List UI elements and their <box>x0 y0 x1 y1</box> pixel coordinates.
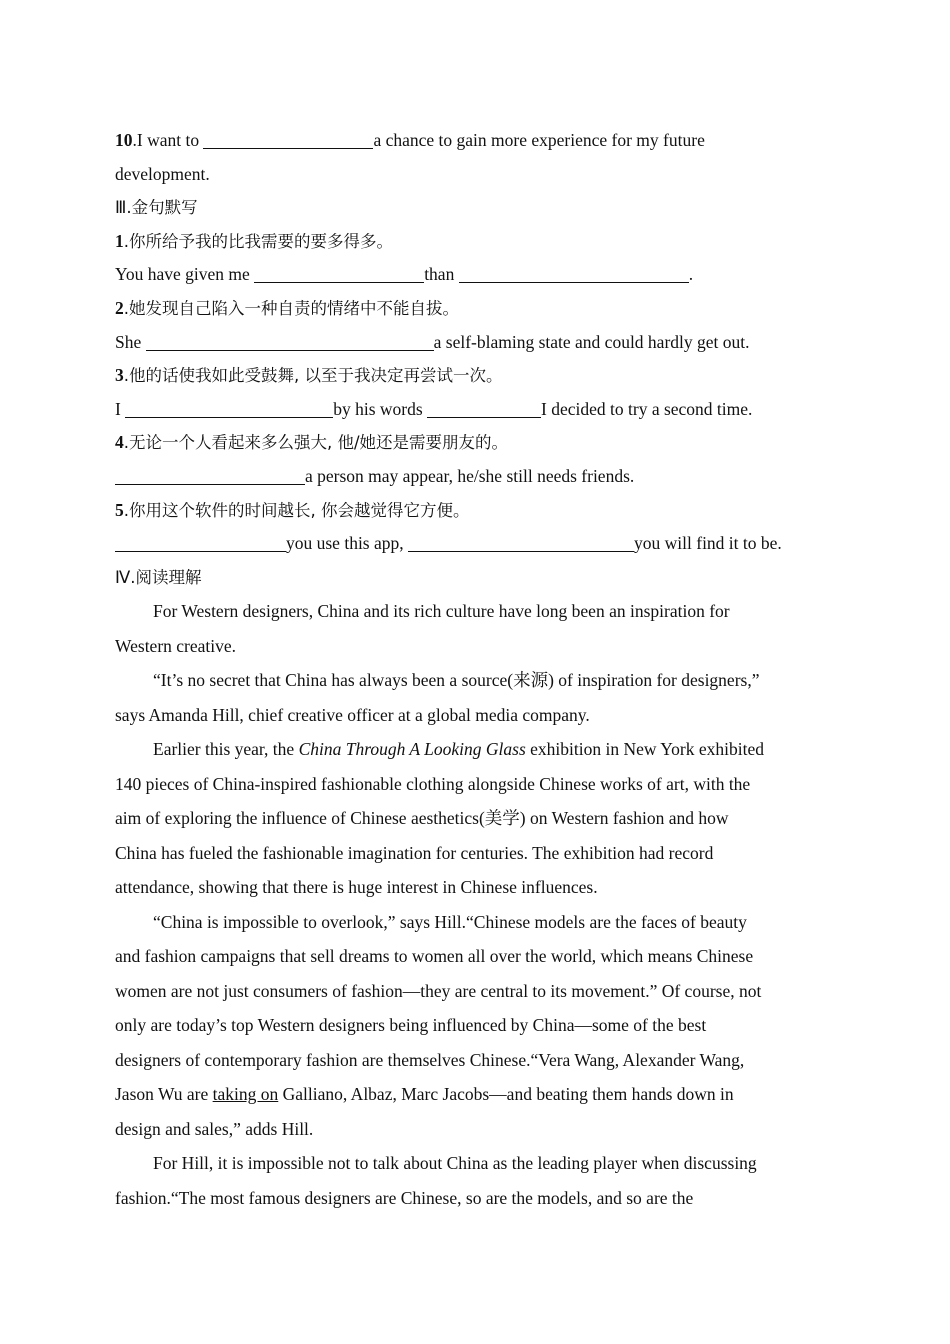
reading-paragraph-3 <box>115 732 830 905</box>
sentence-text: You have given me <box>115 264 255 285</box>
sentence-text: you will find it to be. <box>634 533 782 554</box>
question-10 <box>115 124 830 158</box>
paragraph-line: aim of exploring the influence of Chinese aesthetics(美学) on Western fashion and how <box>115 808 729 829</box>
paragraph-text: Earlier this year, the <box>153 739 299 760</box>
question-number: 10 <box>115 130 133 150</box>
sentence-text: I decided to try a second time. <box>541 398 753 419</box>
sentence-1-chinese <box>115 225 830 259</box>
reading-paragraph-4 <box>115 905 830 1147</box>
sentence-number: 2 <box>115 297 124 318</box>
page-content <box>115 124 830 1215</box>
answer-blank[interactable] <box>125 397 333 418</box>
answer-blank[interactable] <box>115 531 286 552</box>
sentence-4-english <box>115 460 830 494</box>
sentence-text: a self-blaming state and could hardly get out. <box>433 331 750 352</box>
paragraph-text: exhibition in New York exhibited <box>525 739 764 760</box>
sentence-text: She <box>115 331 146 352</box>
sentence-number: 5 <box>115 499 124 520</box>
paragraph-line: “It’s no secret that China has always been a source(来源) of inspiration for designers,” <box>153 670 760 691</box>
reading-paragraph-2 <box>115 663 830 732</box>
paragraph-text: Galliano, Albaz, Marc Jacobs—and beating them hands down in <box>278 1084 734 1105</box>
reading-paragraph-5 <box>115 1146 830 1215</box>
paragraph-line: For Hill, it is impossible not to talk about China as the leading player when discussing <box>153 1153 757 1174</box>
paragraph-line: designers of contemporary fashion are themselves Chinese.“Vera Wang, Alexander Wang, <box>115 1049 745 1070</box>
sentence-4-chinese <box>115 426 830 460</box>
paragraph-line <box>115 732 830 767</box>
section-4-title: Ⅳ.阅读理解 <box>115 567 202 587</box>
sentence-text: than <box>424 264 459 285</box>
sentence-text: by his words <box>333 398 428 419</box>
answer-blank[interactable] <box>203 128 373 149</box>
answer-blank[interactable] <box>146 330 434 351</box>
question-text: a chance to gain more experience for my future <box>373 130 705 150</box>
sentence-5-english <box>115 527 830 561</box>
paragraph-line: and fashion campaigns that sell dreams to women all over the world, which means Chinese <box>115 946 754 967</box>
section-3-title: Ⅲ.金句默写 <box>115 198 198 218</box>
answer-blank[interactable] <box>254 262 424 283</box>
question-10-continued: development. <box>115 163 210 184</box>
paragraph-line: China has fueled the fashionable imagination for centuries. The exhibition had record <box>115 842 714 863</box>
paragraph-line: attendance, showing that there is huge interest in Chinese influences. <box>115 877 598 898</box>
chinese-prompt: .她发现自己陷入一种自责的情绪中不能自拔。 <box>123 298 459 318</box>
answer-blank[interactable] <box>427 397 541 418</box>
paragraph-line: “China is impossible to overlook,” says Hill.“Chinese models are the faces of beauty <box>153 911 747 932</box>
answer-blank[interactable] <box>408 531 634 552</box>
sentence-text: I <box>115 398 126 419</box>
question-text: .I want to <box>132 130 204 150</box>
sentence-3-english <box>115 393 830 427</box>
paragraph-line: design and sales,” adds Hill. <box>115 1118 314 1139</box>
chinese-prompt: .他的话使我如此受鼓舞, 以至于我决定再尝试一次。 <box>123 366 503 386</box>
exhibition-title: China Through A Looking Glass <box>298 739 526 760</box>
sentence-number: 4 <box>115 432 124 453</box>
chinese-prompt: .你所给予我的比我需要的要多得多。 <box>123 231 393 251</box>
sentence-3-chinese <box>115 359 830 393</box>
answer-blank[interactable] <box>115 464 305 485</box>
paragraph-line: says Amanda Hill, chief creative officer at a global media company. <box>115 704 590 725</box>
sentence-5-chinese <box>115 494 830 528</box>
answer-blank[interactable] <box>459 262 689 283</box>
paragraph-line: women are not just consumers of fashion—they are central to its movement.” Of course, not <box>115 980 762 1001</box>
sentence-2-chinese <box>115 292 830 326</box>
chinese-prompt: .无论一个人看起来多么强大, 他/她还是需要朋友的。 <box>123 433 509 453</box>
chinese-prompt: .你用这个软件的时间越长, 你会越觉得它方便。 <box>123 500 470 520</box>
paragraph-line: fashion.“The most famous designers are Chinese, so are the models, and so are the <box>115 1187 694 1208</box>
paragraph-line: Western creative. <box>115 635 237 656</box>
paragraph-line <box>115 1077 830 1112</box>
reading-paragraph-1 <box>115 594 830 663</box>
sentence-1-english <box>115 258 830 292</box>
sentence-text: . <box>688 264 694 285</box>
paragraph-text: Jason Wu are <box>115 1084 213 1105</box>
paragraph-line: For Western designers, China and its rich culture have long been an inspiration for <box>153 601 730 622</box>
sentence-text: a person may appear, he/she still needs friends. <box>305 465 635 486</box>
sentence-text: you use this app, <box>286 533 409 554</box>
sentence-number: 1 <box>115 230 124 251</box>
sentence-number: 3 <box>115 365 124 386</box>
underlined-phrase: taking on <box>212 1084 279 1105</box>
sentence-2-english <box>115 326 830 360</box>
paragraph-line: 140 pieces of China-inspired fashionable clothing alongside Chinese works of art, with the <box>115 773 751 794</box>
paragraph-line: only are today’s top Western designers being influenced by China—some of the best <box>115 1015 707 1036</box>
